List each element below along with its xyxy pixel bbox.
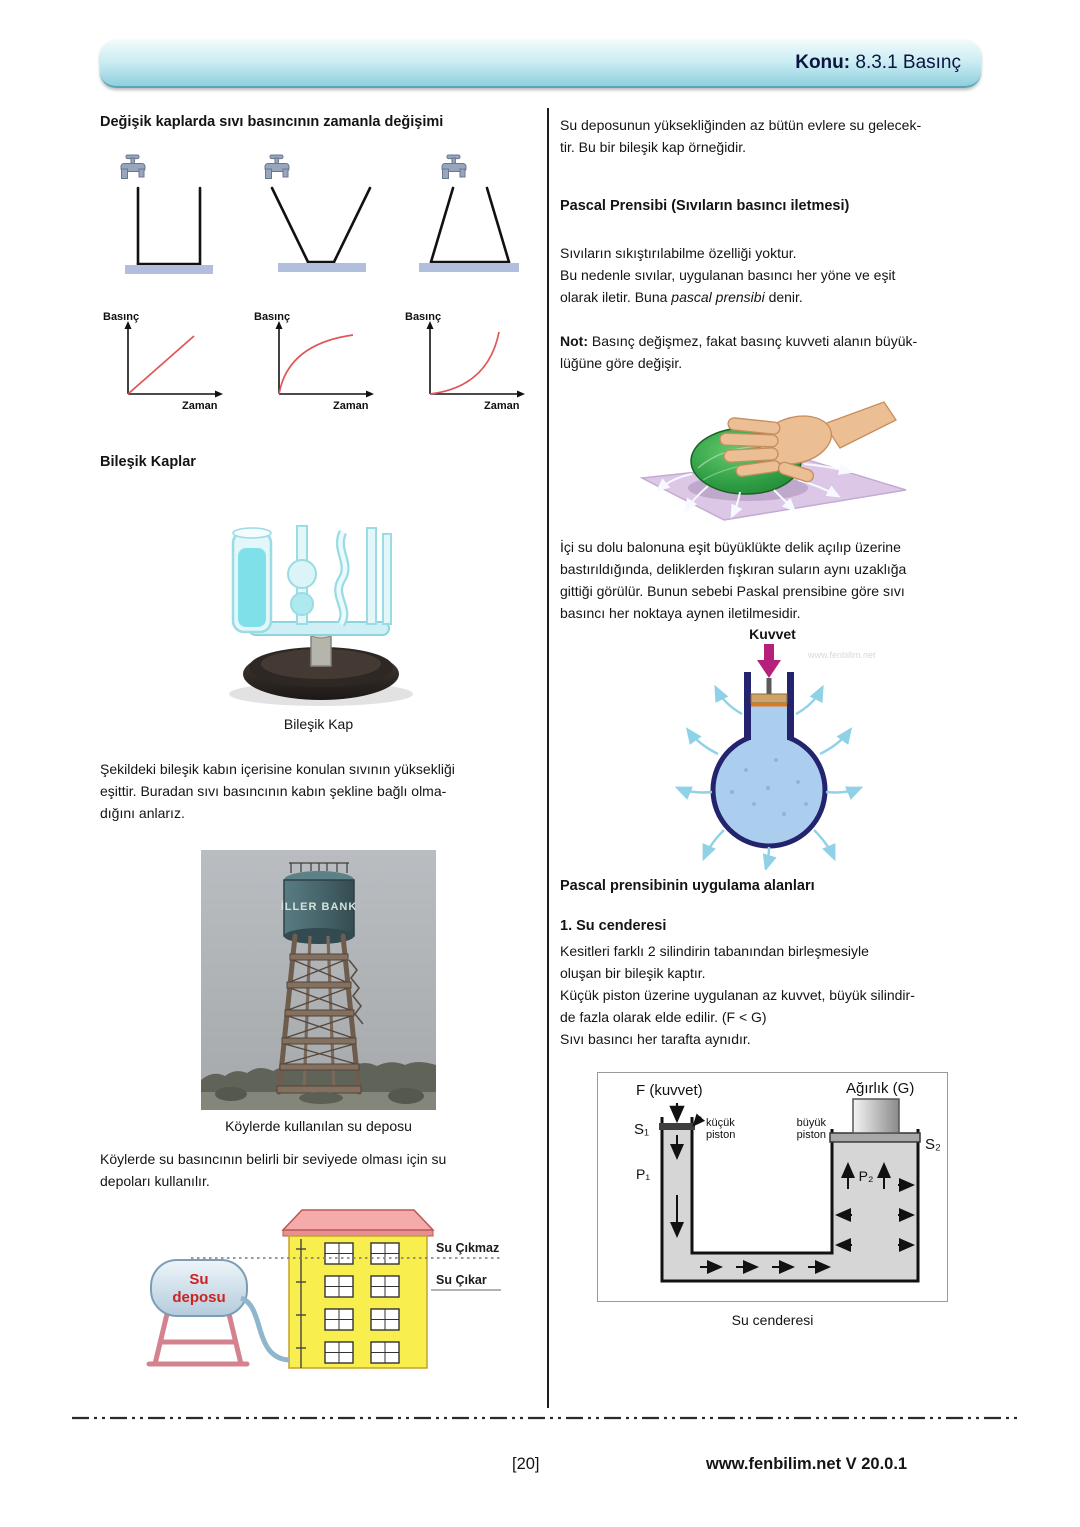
piston-rod [766, 678, 771, 694]
communicating-vessels-photo [199, 484, 439, 716]
press-title: 1. Su cenderesi [560, 918, 667, 934]
faucet-icon [442, 155, 466, 179]
graph-curve [128, 336, 194, 394]
small-piston-label-line1: küçük [706, 1117, 735, 1129]
graph-x-label: Zaman [484, 400, 520, 412]
pressure-time-graph-concave-up [402, 308, 537, 414]
intro-paragraph: Su deposunun yüksekliğinden az bütün evlere su gelecek- tir. Bu bir bileşik kap örneğidir. [560, 117, 922, 155]
balloon-paragraph: İçi su dolu balonuna eşit büyüklükte delik açılıp üzerine bastırıldığında, deliklerden fışkıran suların aynı uzaklığa gittiği görülür. Bunun sebebi Paskal prensibine göre sıvı basıncı her noktaya aynen iletilmesidir. [560, 539, 907, 621]
note-text: Basınç değişmez, fakat basınç kuvveti alanın büyük- lüğüne göre değişir. [560, 333, 918, 371]
v-shape-container-figure [250, 152, 388, 304]
weight-text: Ağırlık (G) [846, 1080, 915, 1097]
communicating-vessels-figure [100, 484, 537, 716]
hydraulic-press-diagram [600, 1077, 945, 1292]
depot-tank-label-line1: Su [188, 1271, 209, 1288]
depot-stand [149, 1314, 247, 1364]
column-divider [547, 108, 549, 1408]
section-title-communicating-vessels: Bileşik Kaplar [100, 454, 196, 470]
flask-neck [787, 672, 794, 740]
force-text: F (kuvvet) [636, 1082, 703, 1099]
building-roof [283, 1210, 433, 1230]
straight-tube [367, 528, 376, 624]
watermark-text: www.fenbilim.net [807, 650, 876, 660]
hand-icon [719, 402, 895, 483]
footer-site: www.fenbilim.net V 20.0.1 [706, 1455, 908, 1473]
pascal-flask-illustration [658, 642, 888, 870]
topic-title [795, 52, 961, 74]
no-flow-label: Su Çıkmaz [435, 1241, 499, 1255]
s1-label: S₁ [634, 1121, 650, 1138]
water-depot-figure [100, 1202, 537, 1378]
p1-label: P₁ [636, 1166, 651, 1182]
note-label: Not: [560, 333, 588, 349]
tower-paragraph: Köylerde su basıncının belirli bir seviyede olması için su depoları kullanılır. [100, 1151, 447, 1189]
vessels-caption: Bileşik Kap [283, 716, 354, 732]
pascal-title: Pascal Prensibi (Sıvıların basıncı iletmesi) [560, 198, 850, 214]
small-piston-label-line2: piston [706, 1129, 736, 1141]
container-base [419, 263, 519, 272]
graph-y-label: Basınç [103, 311, 140, 323]
straight-tube [383, 534, 391, 624]
graph-curve [430, 332, 499, 394]
force-arrow-icon [757, 644, 781, 678]
tower-caption: Köylerde kullanılan su deposu [225, 1118, 412, 1134]
fluid [662, 1129, 918, 1281]
graph-y-label: Basınç [405, 311, 442, 323]
flask-figure [560, 642, 985, 870]
s2-label: S₂ [925, 1136, 941, 1153]
p2-label: P₂ [858, 1168, 874, 1184]
piston [751, 694, 787, 703]
graph-curve [279, 335, 353, 394]
weight-block [853, 1099, 899, 1133]
water-depot-illustration [133, 1202, 505, 1378]
topic-label: Konu: [795, 52, 851, 73]
container-base [278, 263, 366, 272]
depot-pipe [241, 1298, 289, 1360]
section-title-liquid-pressure-time: Değişik kaplarda sıvı basıncının zamanla değişimi [100, 114, 444, 130]
pascal-text-b: denir. [764, 289, 803, 305]
vessels-paragraph: Şekildeki bileşik kabın içerisine konulan sıvının yüksekliği eşittir. Buradan sıvı basıncının kabın şekline bağlı olma- dığını anlarız. [100, 761, 455, 821]
hand-on-balloon-illustration [628, 388, 918, 530]
left-column [100, 108, 537, 1378]
tower-tank-label: İLLER BANK [280, 901, 358, 913]
pascal-principle-italic: pascal prensibi [671, 289, 765, 305]
press-caption: Su cenderesi [731, 1312, 814, 1328]
topic-header-bar [100, 40, 981, 88]
balloon-figure [560, 388, 985, 530]
pascal-text-a: Sıvıların sıkıştırılabilme özelliği yoktur. Bu nedenle sıvılar, uygulanan basıncı her yöne ve eşit olarak iletir. Buna [560, 245, 896, 305]
press-paragraph: Kesitleri farklı 2 silindirin tabanından birleşmesiyle oluşan bir bileşik kaptır. Küçük piston üzerine uygulanan az kuvvet, büyük silindir- de fazla olarak elde edilir. (F < G) Sıvı basıncı her tarafta aynıdır. [560, 943, 915, 1047]
page-number: [20] [512, 1455, 540, 1473]
pressure-time-graph-concave-down [251, 308, 386, 414]
flask-neck [744, 672, 751, 740]
note-paragraph [560, 330, 985, 374]
container-figures-row [100, 152, 537, 304]
faucet-icon [121, 155, 145, 179]
big-piston-label-line1: büyük [796, 1117, 826, 1129]
small-piston [659, 1123, 695, 1130]
narrow-top-container-figure [399, 152, 537, 304]
building-body [289, 1236, 427, 1368]
depot-tank-label-line2: deposu [171, 1289, 226, 1306]
right-column [560, 110, 985, 1328]
pressure-time-graph-linear [100, 308, 235, 414]
roof-eave [283, 1230, 433, 1236]
straight-container-figure [100, 152, 238, 304]
force-label: Kuvvet [749, 626, 796, 642]
water-tower-photo [201, 850, 436, 1110]
flow-label: Su Çıkar [435, 1273, 487, 1287]
footer-divider [72, 1416, 1018, 1420]
pressure-graphs-row [100, 308, 537, 414]
water-tower-figure [100, 850, 537, 1110]
depot-tank [151, 1260, 247, 1316]
graph-x-label: Zaman [182, 400, 218, 412]
graph-y-label: Basınç [254, 311, 291, 323]
pascal-paragraph [560, 242, 985, 308]
container-base [125, 265, 213, 274]
liquid [238, 548, 266, 627]
flask-bulb [713, 734, 825, 846]
big-piston-label-line2: piston [796, 1129, 826, 1141]
graph-x-label: Zaman [333, 400, 369, 412]
faucet-icon [265, 155, 289, 179]
applications-title: Pascal prensibinin uygulama alanları [560, 878, 815, 894]
big-piston [830, 1133, 920, 1142]
topic-value: 8.3.1 Basınç [850, 52, 961, 73]
press-figure [560, 1072, 985, 1302]
press-frame [597, 1072, 948, 1302]
